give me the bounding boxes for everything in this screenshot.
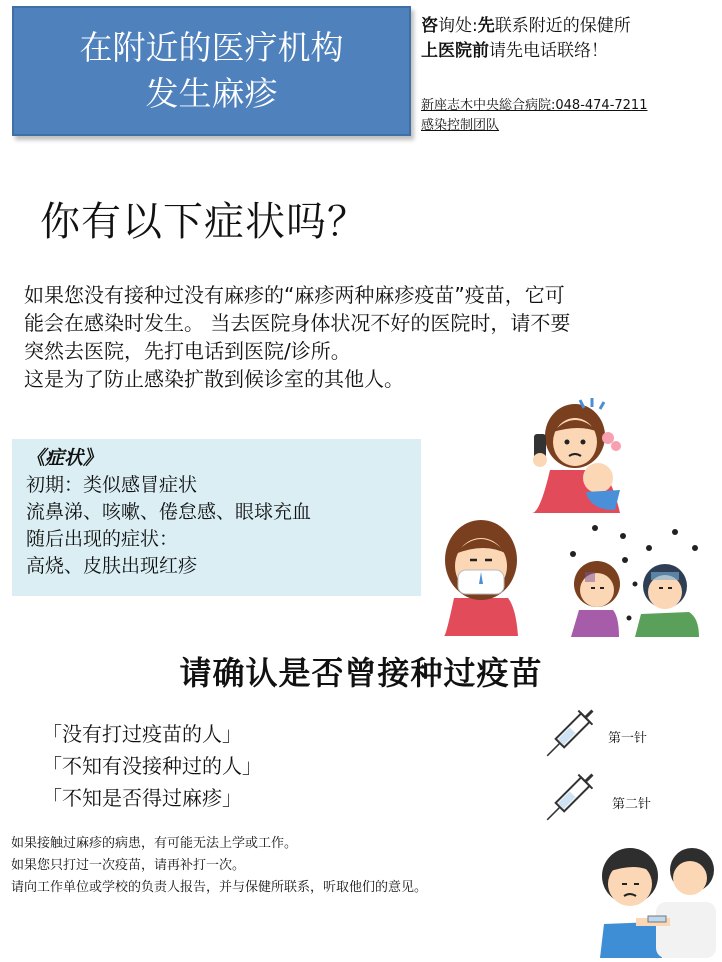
list-item: 「不知有没接种过的人」	[42, 754, 262, 778]
note-line: 如果您只打过一次疫苗，请再补打一次。	[11, 858, 246, 873]
first-dose-label: 第一针	[608, 731, 648, 746]
intro-line: 如果您没有接种过没有麻疹的“麻疹两种麻疹疫苗”疫苗，它可	[24, 283, 565, 307]
sick-children-illustration	[565, 522, 707, 637]
confirm-vaccination-heading: 请确认是否曾接种过疫苗	[179, 654, 543, 692]
intro-paragraph	[24, 281, 704, 393]
team-link[interactable]: 感染控制团队	[421, 118, 500, 133]
symptoms-box	[12, 439, 421, 596]
symptom-line: 流鼻涕、咳嗽、倦怠感、眼球充血	[26, 501, 312, 523]
syringe-icon	[535, 704, 599, 768]
second-dose-label: 第二针	[612, 797, 652, 812]
hospital-phone-link[interactable]: 新座志木中央総合病院:048-474-7211	[421, 98, 648, 113]
intro-line: 能会在感染时发生。 当去医院身体状况不好的医院时，请不要	[24, 311, 571, 335]
intro-line: 突然去医院，先打电话到医院/诊所。	[24, 339, 351, 363]
title-line-2: 发生麻疹	[145, 74, 278, 113]
list-item: 「没有打过疫苗的人」	[42, 722, 242, 746]
contact-line-1: 咨询处:先联系附近的保健所	[421, 16, 631, 36]
symptom-line: 初期：类似感冒症状	[26, 474, 198, 496]
title-line-1: 在附近的医疗机构	[79, 28, 344, 67]
target-groups-list	[42, 718, 262, 814]
vaccination-illustration	[596, 832, 720, 958]
symptoms-title: 《症状》	[26, 447, 103, 469]
note-line: 请向工作单位或学校的负责人报告，并与保健所联系，听取他们的意见。	[11, 880, 428, 895]
syringe-icon	[535, 768, 599, 832]
page-heading: 你有以下症状吗？	[40, 199, 368, 245]
contact-line-2: 上医院前请先电话联络！	[421, 41, 608, 61]
symptom-line: 高烧、皮肤出现红疹	[26, 555, 198, 577]
notes-paragraph	[11, 833, 427, 899]
list-item: 「不知是否得过麻疹」	[42, 786, 242, 810]
symptom-line: 随后出现的症状：	[26, 528, 179, 550]
masked-person-illustration	[440, 518, 522, 636]
mother-phone-baby-illustration	[520, 398, 630, 513]
title-box	[12, 6, 411, 136]
contact-info	[421, 14, 717, 64]
note-line: 如果接触过麻疹的病患，有可能无法上学或工作。	[11, 836, 298, 851]
intro-line: 这是为了防止感染扩散到候诊室的其他人。	[24, 367, 404, 391]
